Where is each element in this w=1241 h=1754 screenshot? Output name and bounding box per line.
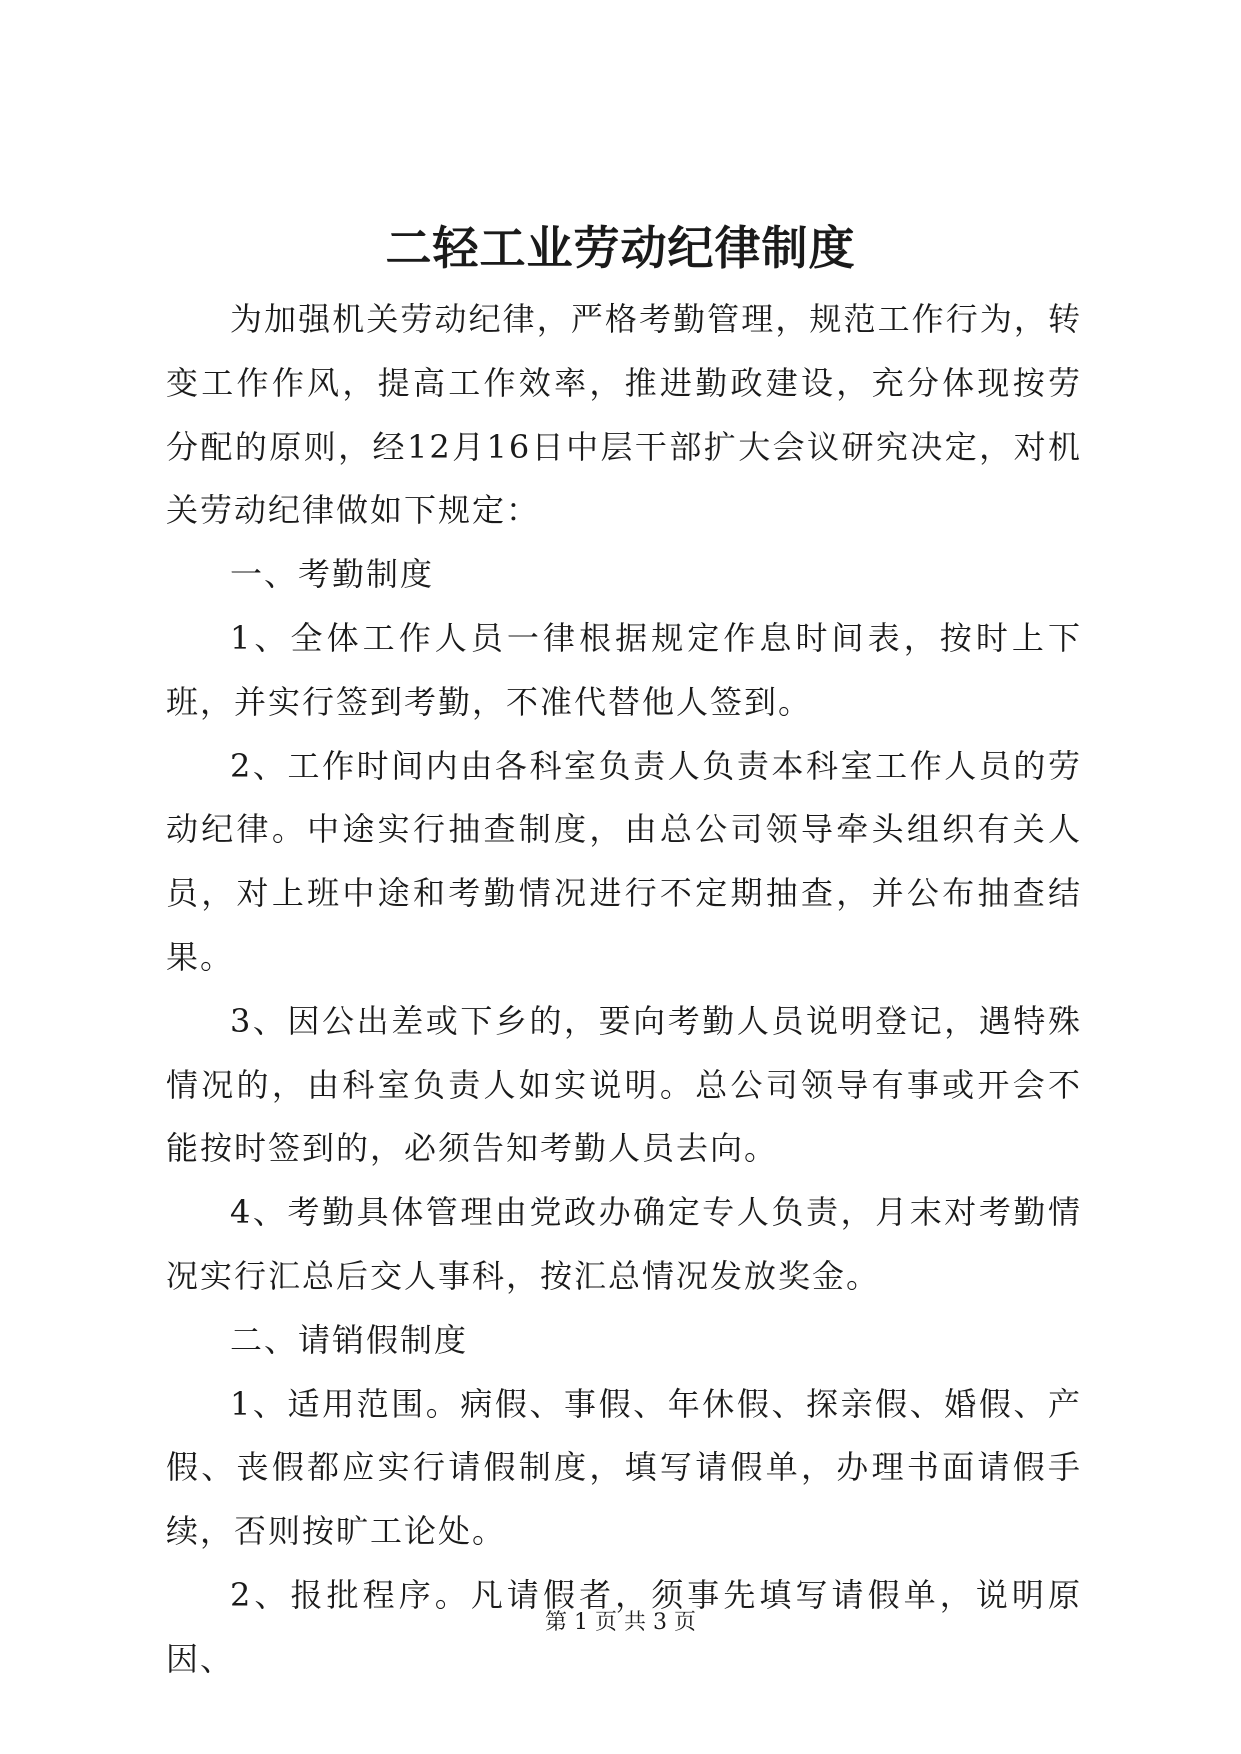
paragraph-leave-1: 1、适用范围。病假、事假、年休假、探亲假、婚假、产假、丧假都应实行请假制度，填写请假单，办理书面请假手续，否则按旷工论处。 xyxy=(166,1384,1082,1551)
paragraph-attendance-3: 3、因公出差或下乡的，要向考勤人员说明登记，遇特殊情况的，由科室负责人如实说明。总公司领导有事或开会不能按时签到的，必须告知考勤人员去向。 xyxy=(166,1001,1082,1168)
page-footer xyxy=(0,1608,1241,1638)
paragraph-intro: 为加强机关劳动纪律，严格考勤管理，规范工作行为，转变工作作风，提高工作效率，推进勤政建设，充分体现按劳分配的原则，经12月16日中层干部扩大会议研究决定，对机关劳动纪律做如下规定： xyxy=(166,300,1082,530)
paragraph-attendance-2: 2、工作时间内由各科室负责人负责本科室工作人员的劳动纪律。中途实行抽查制度，由总公司领导牵头组织有关人员，对上班中途和考勤情况进行不定期抽查，并公布抽查结果。 xyxy=(166,746,1082,976)
section-heading-attendance: 一、考勤制度 xyxy=(230,555,435,594)
page-number: 第 1 页 共 3 页 xyxy=(545,1610,696,1635)
paragraph-attendance-4: 4、考勤具体管理由党政办确定专人负责，月末对考勤情况实行汇总后交人事科，按汇总情况发放奖金。 xyxy=(166,1193,1082,1295)
paragraph-attendance-1: 1、全体工作人员一律根据规定作息时间表，按时上下班，并实行签到考勤，不准代替他人签到。 xyxy=(166,618,1082,721)
section-heading-leave: 二、请销假制度 xyxy=(230,1320,469,1359)
paragraph-leave-2: 2、报批程序。凡请假者，须事先填写请假单，说明原因、 xyxy=(166,1575,1082,1678)
document-title: 二轻工业劳动纪律制度 xyxy=(385,221,856,275)
document-body xyxy=(166,288,1082,1692)
